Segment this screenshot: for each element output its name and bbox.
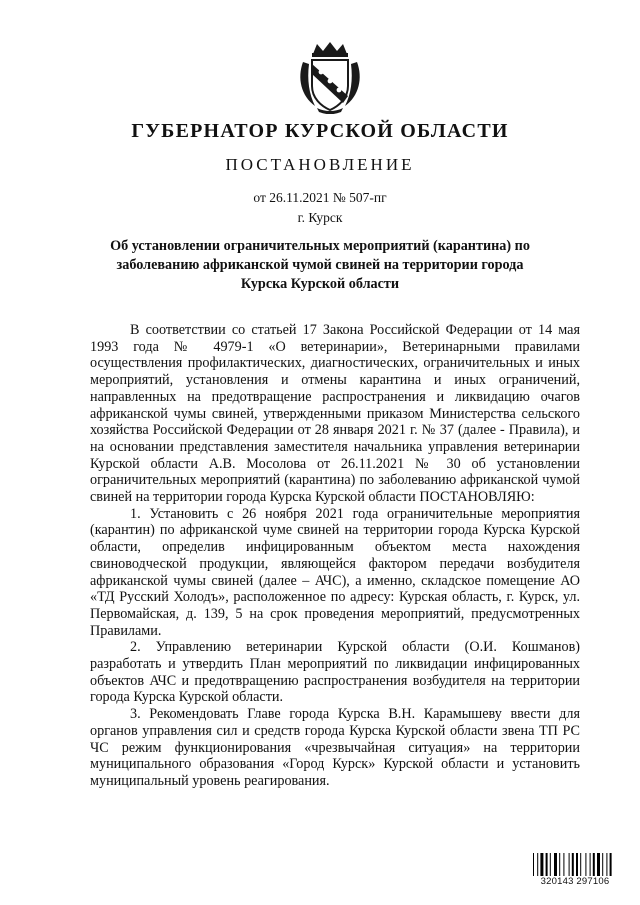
document-type: ПОСТАНОВЛЕНИЕ (225, 155, 415, 174)
paragraph-preamble: В соответствии со статьей 17 Закона Российской Федерации от 14 мая 1993 года № 4979-1 «О ветеринарии», Ветеринарными правилами осуществления профилактических, диагностических, ограничительных и иных мероприятий, установления и отмены карантина и иных ограничений, направленных на предотвращение распространения и ликвидацию очагов африканской чумы свиней, утвержденными приказом Министерства сельского хозяйства Российской Федерации от 28 января 2021 г. № 37 (далее - Правила), и на основании представления заместителя начальника управления ветеринарии Курской области А.В. Мосолова от 26.11.2021 № 30 об установлении ограничительных мероприятий (карантина) по заболеванию африканской чумой свиней на территории города Курска Курской области ПОСТАНОВЛЯЮ: (90, 322, 580, 506)
organization-title: ГУБЕРНАТОР КУРСКОЙ ОБЛАСТИ (131, 120, 509, 142)
kursk-coat-of-arms-icon (297, 40, 363, 114)
barcode-icon (532, 853, 618, 895)
barcode-number: 320143 297106 (532, 876, 618, 887)
paragraph-item-3: 3. Рекомендовать Главе города Курска В.Н. Карамышеву ввести для органов управления сил и средств города Курска Курской области звена ТП РС ЧС режим функционирования «чрезвычайная ситуация» на территории муниципального образования «Город Курск» Курской области и установить муниципальный уровень реагирования. (90, 706, 580, 789)
document-number: от 26.11.2021 № 507-пг (253, 190, 387, 205)
paragraph-item-1: 1. Установить с 26 ноября 2021 года ограничительные мероприятия (карантин) по африканской чуме свиней на территории города Курска Курской области, определив инфицированным объектом места нахождения свиноводческой продукции, являющейся фактором передачи возбудителя африканской чумы свиней (далее – АЧС), а именно, складское помещение АО «ТД Русский Холодъ», расположенное по адресу: Курская область, г. Курск, ул. Первомайская, д. 139, 5 на срок проведения мероприятий, предусмотренных Правилами. (90, 505, 580, 639)
paragraph-item-2: 2. Управлению ветеринарии Курской области (О.И. Кошманов) разработать и утвердить План мероприятий по ликвидации инфицированных объектов АЧС и предотвращению распространения возбудителя на территории города Курска Курской области. (90, 639, 580, 706)
document-body (90, 322, 580, 790)
document-title: Об установлении ограничительных мероприятий (карантина) по заболеванию африканской чумой свиней на территории города Курска Курской области (110, 238, 530, 292)
document-city: г. Курск (297, 210, 343, 225)
